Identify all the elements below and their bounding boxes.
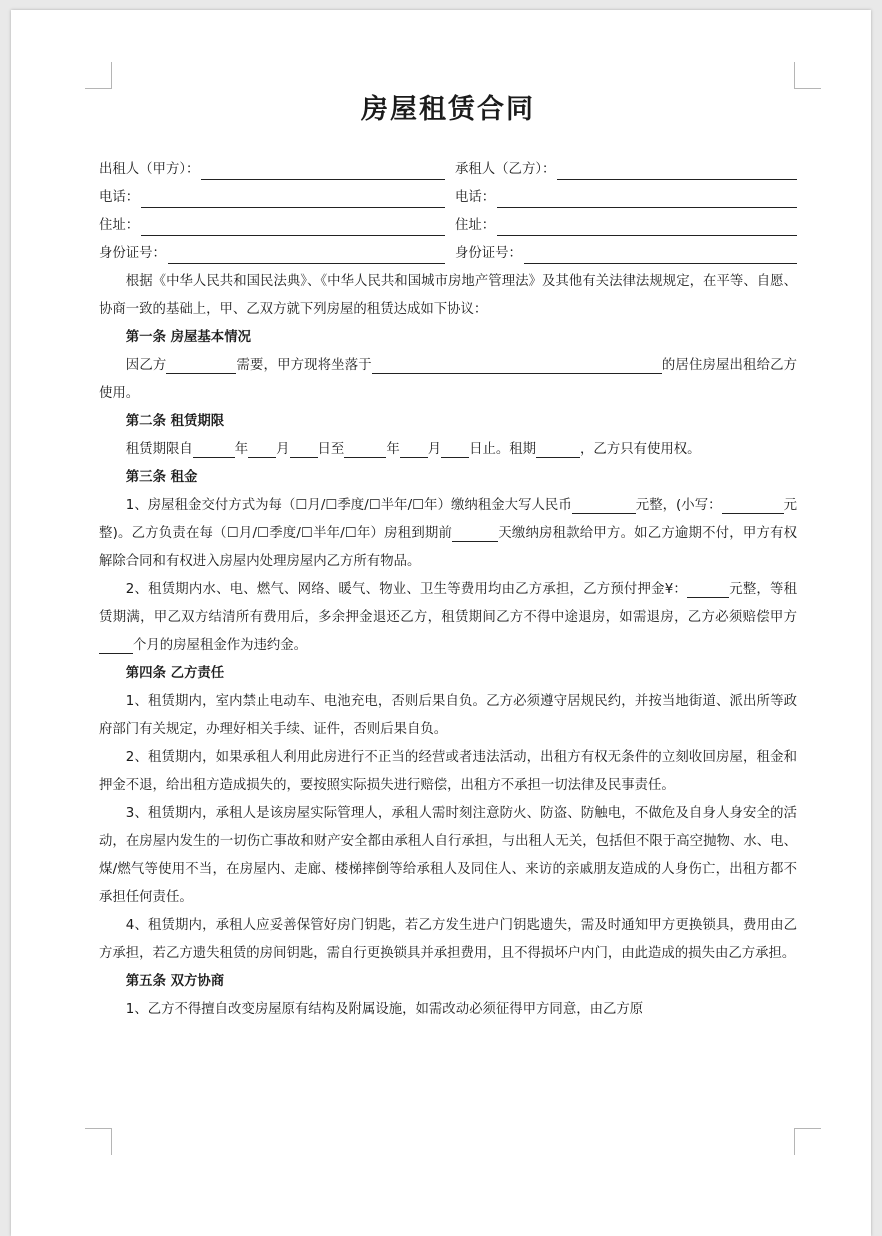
lessee-id-label: 身份证号： xyxy=(455,246,522,261)
document-body[interactable] xyxy=(99,84,797,1024)
margin-corner-bottom-left xyxy=(85,1128,112,1155)
margin-corner-top-right xyxy=(794,62,821,89)
lessee-id-blank[interactable] xyxy=(524,243,797,264)
payment-days-blank[interactable] xyxy=(452,523,498,542)
start-year-blank[interactable] xyxy=(193,439,235,458)
start-month-blank[interactable] xyxy=(248,439,276,458)
article-1-heading: 第一条 房屋基本情况 xyxy=(125,330,251,345)
lessor-label: 出租人（甲方）： xyxy=(99,162,200,177)
property-location-blank[interactable] xyxy=(372,355,662,374)
article-1-paragraph: 因乙方 需要，甲方现将坐落于 的居住房屋出租给乙方使用。 xyxy=(99,352,797,408)
article-3-heading: 第三条 租金 xyxy=(125,470,198,485)
end-month-blank[interactable] xyxy=(400,439,428,458)
lessor-address-blank[interactable] xyxy=(141,215,445,236)
penalty-months-blank[interactable] xyxy=(99,635,133,654)
lessor-name-blank[interactable] xyxy=(201,159,445,180)
lease-term-blank[interactable] xyxy=(536,439,580,458)
rent-amount-words-blank[interactable] xyxy=(572,495,636,514)
lessor-id-blank[interactable] xyxy=(168,243,445,264)
party-row-phone xyxy=(99,184,797,212)
start-day-blank[interactable] xyxy=(290,439,318,458)
lessee-phone-label: 电话： xyxy=(455,190,496,205)
article-5-heading: 第五条 双方协商 xyxy=(125,974,225,989)
lessor-address-label: 住址： xyxy=(99,218,140,233)
lessee-label: 承租人（乙方）： xyxy=(455,162,556,177)
lessee-address-label: 住址： xyxy=(455,218,496,233)
deposit-amount-blank[interactable] xyxy=(687,579,729,598)
lessor-id-label: 身份证号： xyxy=(99,246,166,261)
article-5-paragraph-1: 1、乙方不得擅自改变房屋原有结构及附属设施，如需改动必须征得甲方同意，由乙方原 xyxy=(125,1002,644,1017)
purpose-blank[interactable] xyxy=(166,355,236,374)
article-4-heading: 第四条 乙方责任 xyxy=(125,666,225,681)
article-2-paragraph: 租赁期限自 年 月 日至 年 月 日止。租期 ，乙方只有使用权。 xyxy=(99,436,797,464)
article-4-paragraph-4: 4、租赁期内，承租人应妥善保管好房门钥匙，若乙方发生进户门钥匙遗失，需及时通知甲方更换锁具，费用由乙方承担，若乙方遗失租赁的房间钥匙，需自行更换锁具并承担费用，且不得损坏户内门，由此造成的损失由乙方承担。 xyxy=(99,918,797,961)
party-row-name xyxy=(99,156,797,184)
intro-paragraph: 根据《中华人民共和国民法典》、《中华人民共和国城市房地产管理法》及其他有关法律法规规定，在平等、自愿、协商一致的基础上，甲、乙双方就下列房屋的租赁达成如下协议： xyxy=(99,274,797,317)
article-3-paragraph-1: 1、房屋租金交付方式为每（☐月/☐季度/☐半年/☐年）缴纳租金大写人民币 元整，(小写： 元整)。乙方负责在每（☐月/☐季度/☐半年/☐年）房租到期前 天缴纳房租款给甲方。如乙方逾期不付，甲方有权解除合同和有权进入房屋内处理房屋内乙方所有物品。 xyxy=(99,492,797,576)
party-row-id xyxy=(99,240,797,268)
margin-corner-bottom-right xyxy=(794,1128,821,1155)
lessee-phone-blank[interactable] xyxy=(497,187,797,208)
end-year-blank[interactable] xyxy=(344,439,386,458)
article-2-heading: 第二条 租赁期限 xyxy=(125,414,225,429)
page-title: 房屋租赁合同 xyxy=(361,94,535,125)
article-3-paragraph-2: 2、租赁期内水、电、燃气、网络、暖气、物业、卫生等费用均由乙方承担，乙方预付押金¥： 元整，等租赁期满，甲乙双方结清所有费用后，多余押金退还乙方，租赁期间乙方不得中途退房，如需退房，乙方必须赔偿甲方个月的房屋租金作为违约金。 xyxy=(99,576,797,660)
article-4-paragraph-3: 3、租赁期内，承租人是该房屋实际管理人，承租人需时刻注意防火、防盗、防触电，不做危及自身人身安全的活动，在房屋内发生的一切伤亡事故和财产安全都由承租人自行承担，与出租人无关，包括但不限于高空抛物、水、电、煤/燃气等使用不当，在房屋内、走廊、楼梯摔倒等给承租人及同住人、来访的亲戚朋友造成的人身伤亡，出租方都不承担任何责任。 xyxy=(99,806,797,905)
rent-amount-figures-blank[interactable] xyxy=(722,495,784,514)
article-4-paragraph-2: 2、租赁期内，如果承租人利用此房进行不正当的经营或者违法活动，出租方有权无条件的立刻收回房屋，租金和押金不退，给出租方造成损失的，要按照实际损失进行赔偿，出租方不承担一切法律及民事责任。 xyxy=(99,750,797,793)
lessee-address-blank[interactable] xyxy=(497,215,797,236)
end-day-blank[interactable] xyxy=(441,439,469,458)
document-page xyxy=(11,10,871,1236)
party-row-address xyxy=(99,212,797,240)
lessee-name-blank[interactable] xyxy=(557,159,797,180)
lessor-phone-label: 电话： xyxy=(99,190,140,205)
article-4-paragraph-1: 1、租赁期内，室内禁止电动车、电池充电，否则后果自负。乙方必须遵守居规民约，并按当地街道、派出所等政府部门有关规定，办理好相关手续、证件，否则后果自负。 xyxy=(99,694,797,737)
lessor-phone-blank[interactable] xyxy=(141,187,445,208)
